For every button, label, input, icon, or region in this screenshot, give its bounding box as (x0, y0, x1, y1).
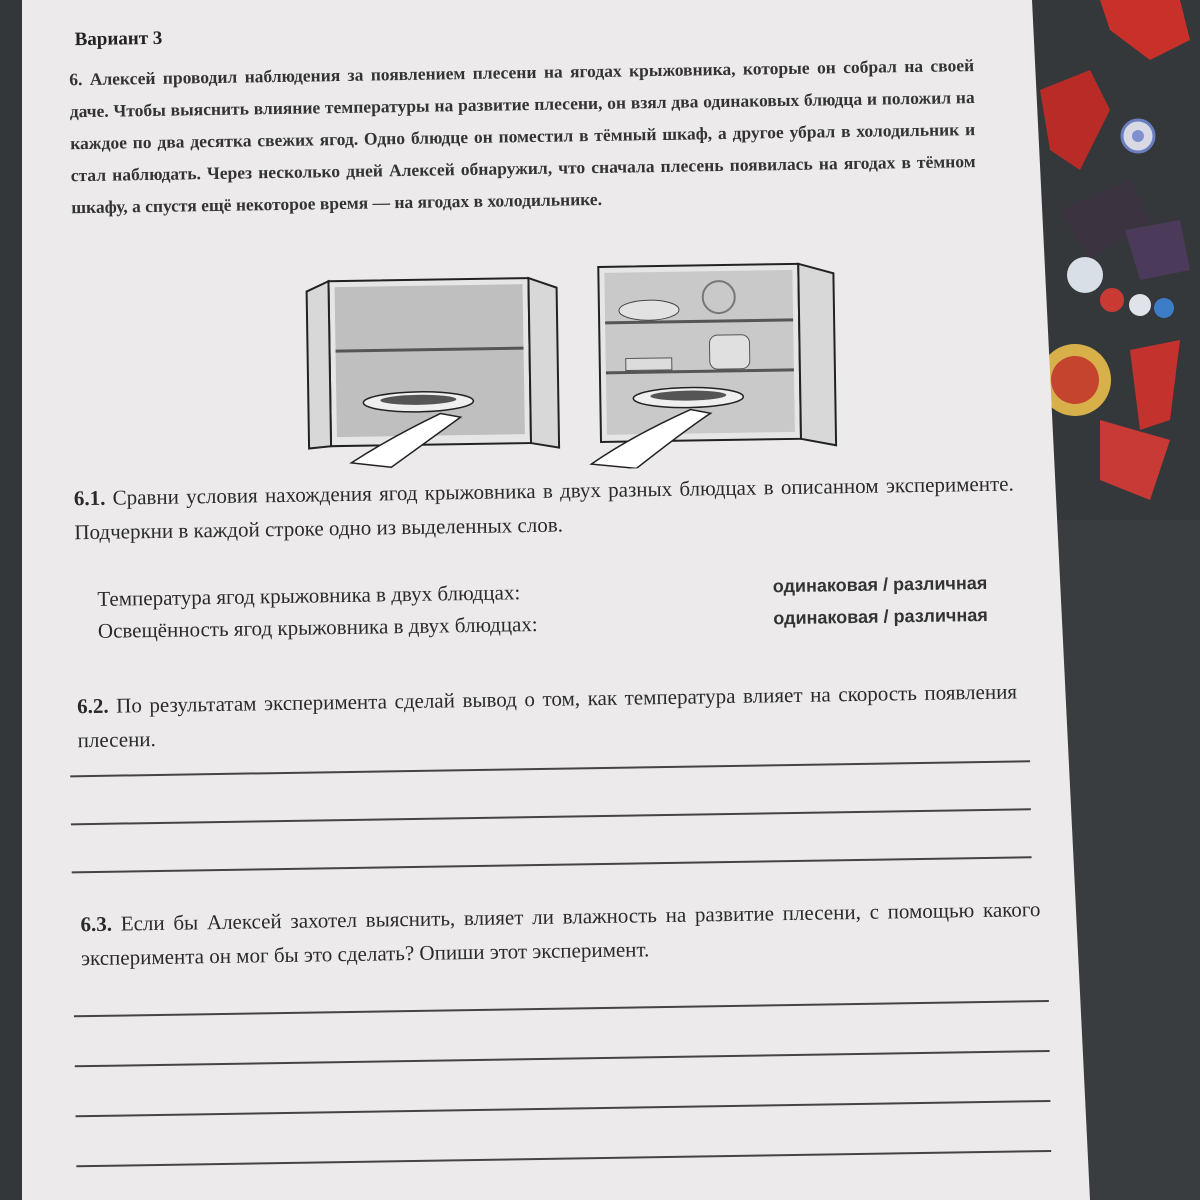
question-6-1 (74, 466, 1015, 549)
task-6-number: 6. (69, 69, 83, 90)
worksheet-content (22, 0, 1111, 1200)
answer-line[interactable] (74, 1000, 1049, 1017)
question-6-3-number: 6.3. (80, 911, 113, 937)
experiment-illustration (288, 255, 851, 474)
question-6-2-number: 6.2. (76, 693, 109, 719)
question-6-1-number: 6.1. (73, 485, 106, 511)
answer-line[interactable] (72, 856, 1032, 873)
answer-line[interactable] (76, 1150, 1051, 1167)
question-6-3-text: Если бы Алексей захотел выяснить, влияет ли влажность на развитие плесени, с помощью какого эксперимента он мог бы это сделать? Опиши этот эксперимент. (80, 897, 1041, 971)
question-6-1-text: Сравни условия нахождения ягод крыжовника в двух разных блюдцах в описанном эксперименте. Подчеркни в каждой строке одно из выделенных слов. (74, 471, 1014, 545)
question-6-2 (77, 674, 1018, 757)
row-label: Освещённость ягод крыжовника в двух блюдцах: (97, 611, 538, 643)
answer-line[interactable] (71, 808, 1031, 825)
question-6-2-text: По результатам эксперимента сделай вывод о том, как температура влияет на скорость появления плесени. (77, 679, 1018, 753)
row-options[interactable]: одинаковая / различная (773, 604, 988, 629)
refrigerator-icon (588, 263, 836, 469)
question-6-3 (80, 892, 1041, 975)
row-options[interactable]: одинаковая / различная (772, 572, 988, 597)
task-6-body: Алексей проводил наблюдения за появлением плесени на ягодах крыжовника, которые он собрал на своей даче. Чтобы выяснить влияние температуры на развитие плесени, он взял два одинаковых блюдца и положил на каждое по два десятка свежих ягод. Одно блюдце он поместил в тёмный шкаф, а другое убрал в холодильник и стал наблюдать. Через несколько дней Алексей обнаружил, что сначала плесень появилась на ягодах в тёмном шкафу, а спустя ещё некоторое время — на ягодах в холодильнике. (69, 55, 976, 218)
row-label: Температура ягод крыжовника в двух блюдцах: (97, 580, 521, 611)
answer-line[interactable] (70, 760, 1030, 777)
task-6-text (69, 49, 976, 223)
answer-line[interactable] (76, 1100, 1051, 1117)
answer-line[interactable] (75, 1050, 1050, 1067)
dark-cabinet-icon (306, 278, 559, 469)
variant-title: Вариант 3 (74, 27, 163, 51)
dot-sticker-icon (1100, 288, 1124, 312)
